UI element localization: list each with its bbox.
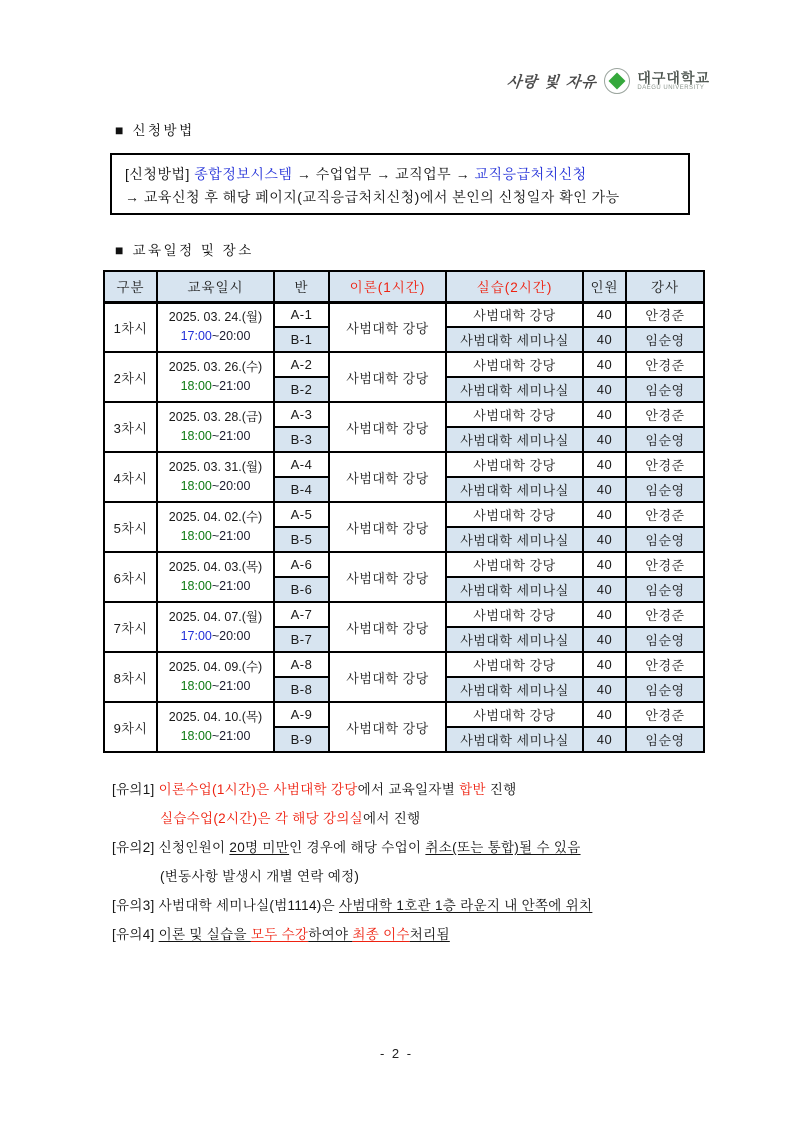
capacity-cell: 40 [583, 427, 626, 452]
theory-location-cell: 사범대학 강당 [329, 452, 446, 502]
date-time-cell [157, 402, 274, 452]
university-name-en: DAEGU UNIVERSITY [637, 85, 705, 92]
practice-location-cell: 사범대학 세미나실 [446, 427, 583, 452]
instructor-cell: 임순영 [626, 327, 704, 352]
session-cell: 9차시 [104, 702, 157, 752]
theory-location-cell: 사범대학 강당 [329, 352, 446, 402]
class-cell: B-7 [274, 627, 329, 652]
instructor-cell: 안경준 [626, 602, 704, 627]
class-cell: B-1 [274, 327, 329, 352]
text-segment: [유의2] 신청인원이 [112, 840, 230, 855]
date-text: 2025. 03. 31.(월) [168, 459, 263, 474]
time-end: ~21:00 [211, 529, 251, 543]
class-cell: B-9 [274, 727, 329, 752]
text-segment: (변동사항 발생시 개별 연락 예정) [160, 869, 360, 884]
instructor-cell: 안경준 [626, 502, 704, 527]
text-segment: 이론 및 실습을 [158, 927, 251, 942]
text-segment: 합반 [459, 782, 486, 797]
time-text [160, 577, 271, 596]
note-line [112, 804, 732, 833]
capacity-cell: 40 [583, 577, 626, 602]
date-time-cell [157, 302, 274, 352]
table-row [104, 402, 704, 427]
time-end: ~20:00 [211, 329, 251, 344]
session-cell: 3차시 [104, 402, 157, 452]
section-heading-schedule [115, 239, 254, 259]
practice-location-cell: 사범대학 강당 [446, 402, 583, 427]
instructor-cell: 임순영 [626, 427, 704, 452]
method-line-1 [125, 163, 675, 186]
instructor-cell: 임순영 [626, 577, 704, 602]
date-time-cell [157, 552, 274, 602]
theory-location-cell: 사범대학 강당 [329, 552, 446, 602]
time-end: ~21:00 [211, 729, 251, 743]
theory-location-cell: 사범대학 강당 [329, 652, 446, 702]
time-text [160, 677, 271, 696]
university-emblem-icon [604, 68, 630, 94]
class-cell: B-6 [274, 577, 329, 602]
capacity-cell: 40 [583, 602, 626, 627]
time-start: 18:00 [180, 579, 212, 593]
capacity-cell: 40 [583, 327, 626, 352]
time-start: 18:00 [180, 529, 212, 543]
practice-location-cell: 사범대학 세미나실 [446, 727, 583, 752]
university-emblem-core [609, 73, 626, 90]
date-text: 2025. 03. 28.(금) [168, 409, 263, 424]
practice-location-cell: 사범대학 세미나실 [446, 327, 583, 352]
time-start: 17:00 [180, 329, 212, 344]
time-end: ~21:00 [211, 679, 251, 693]
time-text [160, 527, 271, 546]
class-cell: A-2 [274, 352, 329, 377]
session-cell: 6차시 [104, 552, 157, 602]
column-header-6: 강사 [626, 271, 704, 302]
capacity-cell: 40 [583, 652, 626, 677]
capacity-cell: 40 [583, 402, 626, 427]
time-start: 18:00 [180, 479, 212, 493]
class-cell: B-2 [274, 377, 329, 402]
table-row [104, 502, 704, 527]
university-name-ko: 대구대학교 [637, 69, 710, 86]
class-cell: A-4 [274, 452, 329, 477]
class-cell: B-3 [274, 427, 329, 452]
date-time-cell [157, 702, 274, 752]
date-text: 2025. 04. 03.(목) [168, 559, 263, 574]
text-segment: [유의4] [112, 927, 159, 942]
text-segment: 교직응급처치신청 [474, 166, 587, 182]
text-segment: 이론수업(1시간)은 [158, 782, 270, 797]
university-logo [507, 68, 710, 94]
section-title-apply: 신청방법 [132, 123, 195, 138]
column-header-5: 인원 [583, 271, 626, 302]
practice-location-cell: 사범대학 강당 [446, 702, 583, 727]
time-text [160, 727, 271, 746]
text-segment: 최종 이수 [352, 927, 410, 942]
capacity-cell: 40 [583, 627, 626, 652]
practice-location-cell: 사범대학 세미나실 [446, 627, 583, 652]
date-text: 2025. 03. 24.(월) [168, 309, 263, 324]
section-title-schedule: 교육일정 및 장소 [132, 243, 254, 258]
class-cell: A-9 [274, 702, 329, 727]
square-bullet-icon: ■ [115, 242, 124, 258]
time-end: ~21:00 [211, 429, 251, 443]
capacity-cell: 40 [583, 727, 626, 752]
column-header-0: 구분 [104, 271, 157, 302]
theory-location-cell: 사범대학 강당 [329, 502, 446, 552]
capacity-cell: 40 [583, 552, 626, 577]
text-segment: 에서 진행 [363, 811, 421, 826]
instructor-cell: 안경준 [626, 402, 704, 427]
column-header-1: 교육일시 [157, 271, 274, 302]
time-text [160, 377, 271, 396]
time-text [160, 627, 271, 646]
capacity-cell: 40 [583, 527, 626, 552]
class-cell: A-7 [274, 602, 329, 627]
practice-location-cell: 사범대학 강당 [446, 552, 583, 577]
practice-location-cell: 사범대학 강당 [446, 502, 583, 527]
session-cell: 1차시 [104, 302, 157, 352]
date-time-cell [157, 502, 274, 552]
table-row [104, 552, 704, 577]
table-row [104, 652, 704, 677]
note-line [112, 833, 732, 862]
capacity-cell: 40 [583, 677, 626, 702]
date-text: 2025. 04. 09.(수) [168, 659, 263, 674]
instructor-cell: 안경준 [626, 452, 704, 477]
practice-location-cell: 사범대학 강당 [446, 302, 583, 327]
time-start: 17:00 [180, 629, 212, 643]
time-text [160, 477, 271, 496]
session-cell: 7차시 [104, 602, 157, 652]
instructor-cell: 임순영 [626, 727, 704, 752]
text-segment: 사범대학 강당 [273, 782, 358, 797]
text-segment: 인 경우에 해당 수업이 [289, 840, 426, 855]
date-text: 2025. 03. 26.(수) [168, 359, 263, 374]
class-cell: A-1 [274, 302, 329, 327]
logo-slogan: 사랑 빛 자유 [506, 72, 599, 91]
class-cell: A-6 [274, 552, 329, 577]
capacity-cell: 40 [583, 302, 626, 327]
time-end: ~21:00 [211, 379, 251, 393]
practice-location-cell: 사범대학 세미나실 [446, 527, 583, 552]
text-segment: [유의3] 사범대학 세미나실(범1114)은 [112, 898, 339, 913]
text-segment: 각 해당 강의실 [274, 811, 364, 826]
practice-location-cell: 사범대학 세미나실 [446, 677, 583, 702]
note-line [112, 862, 732, 891]
instructor-cell: 임순영 [626, 677, 704, 702]
table-row [104, 602, 704, 627]
text-segment: 사범대학 1호관 1층 라운지 내 안쪽에 위치 [338, 898, 593, 913]
instructor-cell: 안경준 [626, 652, 704, 677]
practice-location-cell: 사범대학 강당 [446, 652, 583, 677]
time-text [160, 327, 271, 346]
instructor-cell: 임순영 [626, 527, 704, 552]
date-text: 2025. 04. 02.(수) [168, 509, 263, 524]
table-row [104, 352, 704, 377]
column-header-4: 실습(2시간) [446, 271, 583, 302]
note-line [112, 920, 732, 949]
date-text: 2025. 04. 07.(월) [168, 609, 263, 624]
instructor-cell: 안경준 [626, 352, 704, 377]
time-text [160, 427, 271, 446]
class-cell: B-8 [274, 677, 329, 702]
instructor-cell: 안경준 [626, 302, 704, 327]
class-cell: A-5 [274, 502, 329, 527]
table-row [104, 302, 704, 327]
capacity-cell: 40 [583, 352, 626, 377]
instructor-cell: 안경준 [626, 702, 704, 727]
class-cell: A-3 [274, 402, 329, 427]
time-start: 18:00 [180, 429, 212, 443]
date-text: 2025. 04. 10.(목) [168, 709, 263, 724]
session-cell: 4차시 [104, 452, 157, 502]
capacity-cell: 40 [583, 502, 626, 527]
text-segment: [유의1] [112, 782, 159, 797]
column-header-3: 이론(1시간) [329, 271, 446, 302]
capacity-cell: 40 [583, 452, 626, 477]
text-segment: → 교육신청 후 해당 페이지(교직응급처치신청)에서 본인의 신청일자 확인 가능 [125, 189, 620, 205]
time-start: 18:00 [180, 729, 212, 743]
notes-list [112, 775, 732, 949]
class-cell: A-8 [274, 652, 329, 677]
time-start: 18:00 [180, 679, 212, 693]
time-end: ~21:00 [211, 579, 251, 593]
session-cell: 2차시 [104, 352, 157, 402]
instructor-cell: 안경준 [626, 552, 704, 577]
square-bullet-icon: ■ [115, 122, 124, 138]
theory-location-cell: 사범대학 강당 [329, 402, 446, 452]
capacity-cell: 40 [583, 477, 626, 502]
section-heading-apply [115, 119, 195, 139]
date-time-cell [157, 652, 274, 702]
class-cell: B-5 [274, 527, 329, 552]
practice-location-cell: 사범대학 세미나실 [446, 477, 583, 502]
text-segment: 하여야 [308, 927, 353, 942]
capacity-cell: 40 [583, 377, 626, 402]
text-segment: 20명 미만 [229, 840, 290, 855]
instructor-cell: 임순영 [626, 477, 704, 502]
text-segment: [신청방법] [125, 166, 195, 182]
time-end: ~20:00 [211, 479, 251, 493]
method-line-2 [125, 186, 675, 209]
date-time-cell [157, 602, 274, 652]
text-segment: 모두 수강 [250, 927, 309, 942]
session-cell: 5차시 [104, 502, 157, 552]
instructor-cell: 임순영 [626, 377, 704, 402]
text-segment: 에서 교육일자별 [357, 782, 460, 797]
practice-location-cell: 사범대학 강당 [446, 352, 583, 377]
practice-location-cell: 사범대학 강당 [446, 602, 583, 627]
schedule-table-body [104, 302, 704, 752]
table-header-row [104, 271, 704, 302]
capacity-cell: 40 [583, 702, 626, 727]
page-number: - 2 - [379, 1046, 414, 1061]
text-segment: → 수업업무 → 교직업무 → [292, 166, 475, 182]
theory-location-cell: 사범대학 강당 [329, 302, 446, 352]
text-segment: 진행 [485, 782, 517, 797]
theory-location-cell: 사범대학 강당 [329, 602, 446, 652]
schedule-table [103, 270, 705, 753]
date-time-cell [157, 452, 274, 502]
table-row [104, 452, 704, 477]
text-segment: 처리됨 [409, 927, 450, 942]
practice-location-cell: 사범대학 강당 [446, 452, 583, 477]
theory-location-cell: 사범대학 강당 [329, 702, 446, 752]
practice-location-cell: 사범대학 세미나실 [446, 377, 583, 402]
note-line [112, 891, 732, 920]
university-name-block [637, 71, 710, 92]
time-end: ~20:00 [211, 629, 251, 643]
text-segment: 실습수업(2시간)은 [160, 811, 271, 826]
session-cell: 8차시 [104, 652, 157, 702]
note-line [112, 775, 732, 804]
text-segment: 종합정보시스템 [194, 166, 293, 182]
class-cell: B-4 [274, 477, 329, 502]
practice-location-cell: 사범대학 세미나실 [446, 577, 583, 602]
instructor-cell: 임순영 [626, 627, 704, 652]
apply-method-box [110, 153, 690, 215]
time-start: 18:00 [180, 379, 212, 393]
column-header-2: 반 [274, 271, 329, 302]
date-time-cell [157, 352, 274, 402]
text-segment: 취소(또는 통합)될 수 있음 [425, 840, 581, 855]
table-row [104, 702, 704, 727]
